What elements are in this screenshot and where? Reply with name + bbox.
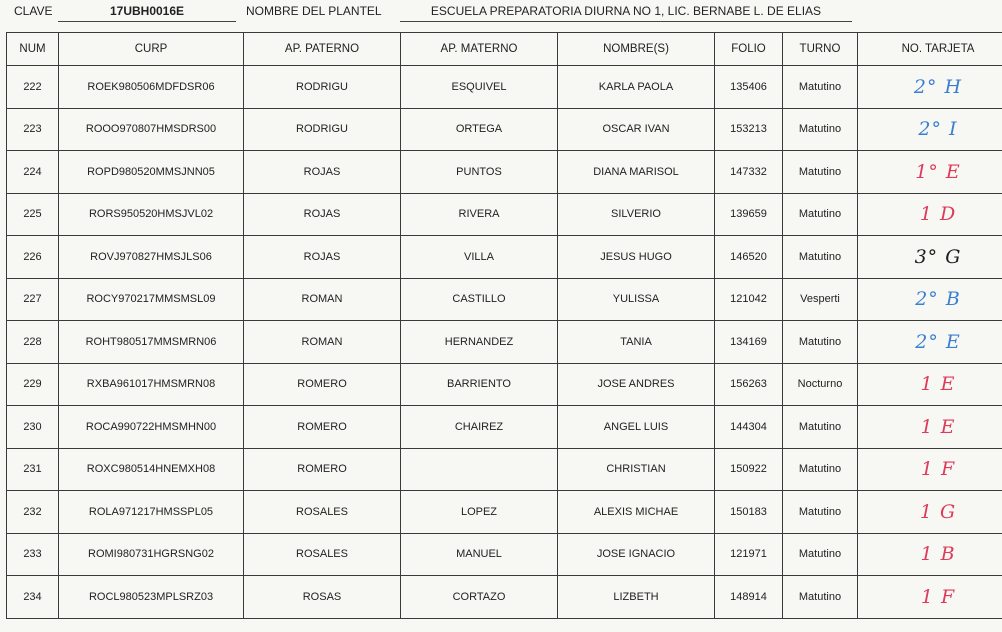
cell-tarjeta: 1 B <box>858 533 1002 576</box>
table-body <box>7 66 1002 619</box>
cell-num: 232 <box>7 491 59 534</box>
cell-materno: LOPEZ <box>401 491 558 534</box>
cell-tarjeta: 1 G <box>858 491 1002 534</box>
col-header-folio: FOLIO <box>715 33 783 66</box>
table-row <box>7 576 1002 619</box>
cell-materno: CORTAZO <box>401 576 558 619</box>
table-row <box>7 151 1002 194</box>
cell-folio: 121042 <box>715 278 783 321</box>
table-row <box>7 193 1002 236</box>
cell-nombre: OSCAR IVAN <box>558 108 715 151</box>
cell-folio: 139659 <box>715 193 783 236</box>
cell-paterno: ROMERO <box>244 363 401 406</box>
cell-materno: CASTILLO <box>401 278 558 321</box>
cell-folio: 150922 <box>715 448 783 491</box>
cell-materno: HERNANDEZ <box>401 321 558 364</box>
cell-nombre: JESUS HUGO <box>558 236 715 279</box>
cell-folio: 156263 <box>715 363 783 406</box>
cell-folio: 135406 <box>715 66 783 109</box>
cell-folio: 134169 <box>715 321 783 364</box>
cell-curp: ROMI980731HGRSNG02 <box>59 533 244 576</box>
col-header-nombre: NOMBRE(S) <box>558 33 715 66</box>
cell-folio: 147332 <box>715 151 783 194</box>
col-header-num: NUM <box>7 33 59 66</box>
cell-nombre: CHRISTIAN <box>558 448 715 491</box>
cell-paterno: ROMERO <box>244 406 401 449</box>
plantel-label: NOMBRE DEL PLANTEL <box>246 4 382 18</box>
cell-nombre: JOSE IGNACIO <box>558 533 715 576</box>
cell-nombre: KARLA PAOLA <box>558 66 715 109</box>
cell-turno: Matutino <box>783 576 858 619</box>
cell-materno <box>401 448 558 491</box>
cell-paterno: RODRIGU <box>244 66 401 109</box>
table-row <box>7 236 1002 279</box>
document-header <box>0 0 1002 26</box>
cell-paterno: ROSALES <box>244 533 401 576</box>
clave-value: 17UBH0016E <box>58 4 236 22</box>
cell-curp: ROLA971217HMSSPL05 <box>59 491 244 534</box>
cell-num: 234 <box>7 576 59 619</box>
cell-materno: MANUEL <box>401 533 558 576</box>
cell-tarjeta: 3° G <box>858 236 1002 279</box>
cell-num: 224 <box>7 151 59 194</box>
cell-nombre: JOSE ANDRES <box>558 363 715 406</box>
cell-num: 222 <box>7 66 59 109</box>
cell-turno: Matutino <box>783 108 858 151</box>
cell-tarjeta: 1 F <box>858 576 1002 619</box>
table-row <box>7 533 1002 576</box>
cell-num: 228 <box>7 321 59 364</box>
cell-nombre: TANIA <box>558 321 715 364</box>
cell-curp: RXBA961017HMSMRN08 <box>59 363 244 406</box>
cell-paterno: ROSALES <box>244 491 401 534</box>
cell-turno: Matutino <box>783 491 858 534</box>
student-table <box>6 32 1002 619</box>
cell-curp: ROCL980523MPLSRZ03 <box>59 576 244 619</box>
cell-materno: VILLA <box>401 236 558 279</box>
plantel-value: ESCUELA PREPARATORIA DIURNA NO 1, LIC. BERNABE L. DE ELIAS <box>400 4 852 22</box>
cell-nombre: DIANA MARISOL <box>558 151 715 194</box>
cell-nombre: SILVERIO <box>558 193 715 236</box>
cell-folio: 150183 <box>715 491 783 534</box>
table-row <box>7 66 1002 109</box>
cell-curp: ROCY970217MMSMSL09 <box>59 278 244 321</box>
cell-materno: CHAIREZ <box>401 406 558 449</box>
cell-nombre: ALEXIS MICHAE <box>558 491 715 534</box>
cell-folio: 144304 <box>715 406 783 449</box>
cell-materno: PUNTOS <box>401 151 558 194</box>
cell-nombre: ANGEL LUIS <box>558 406 715 449</box>
cell-paterno: ROJAS <box>244 193 401 236</box>
cell-materno: ESQUIVEL <box>401 66 558 109</box>
cell-materno: ORTEGA <box>401 108 558 151</box>
cell-tarjeta: 1 D <box>858 193 1002 236</box>
cell-turno: Vesperti <box>783 278 858 321</box>
cell-folio: 146520 <box>715 236 783 279</box>
table-row <box>7 448 1002 491</box>
cell-paterno: RODRIGU <box>244 108 401 151</box>
table-row <box>7 321 1002 364</box>
cell-paterno: ROMERO <box>244 448 401 491</box>
table-row <box>7 108 1002 151</box>
cell-turno: Matutino <box>783 151 858 194</box>
table-row <box>7 491 1002 534</box>
col-header-tarjeta: NO. TARJETA <box>858 33 1002 66</box>
cell-turno: Nocturno <box>783 363 858 406</box>
cell-folio: 121971 <box>715 533 783 576</box>
cell-tarjeta: 1 F <box>858 448 1002 491</box>
col-header-turno: TURNO <box>783 33 858 66</box>
cell-turno: Matutino <box>783 448 858 491</box>
cell-num: 227 <box>7 278 59 321</box>
clave-label: CLAVE <box>14 4 53 18</box>
cell-curp: RORS950520HMSJVL02 <box>59 193 244 236</box>
table-row <box>7 406 1002 449</box>
cell-curp: ROVJ970827HMSJLS06 <box>59 236 244 279</box>
cell-curp: ROEK980506MDFDSR06 <box>59 66 244 109</box>
cell-turno: Matutino <box>783 321 858 364</box>
cell-curp: ROPD980520MMSJNN05 <box>59 151 244 194</box>
cell-curp: ROOO970807HMSDRS00 <box>59 108 244 151</box>
col-header-curp: CURP <box>59 33 244 66</box>
cell-num: 229 <box>7 363 59 406</box>
cell-num: 226 <box>7 236 59 279</box>
cell-folio: 153213 <box>715 108 783 151</box>
col-header-paterno: AP. PATERNO <box>244 33 401 66</box>
cell-turno: Matutino <box>783 406 858 449</box>
cell-tarjeta: 1 E <box>858 406 1002 449</box>
cell-num: 233 <box>7 533 59 576</box>
cell-paterno: ROMAN <box>244 321 401 364</box>
table-row <box>7 363 1002 406</box>
cell-tarjeta: 2° H <box>858 66 1002 109</box>
cell-paterno: ROJAS <box>244 236 401 279</box>
cell-nombre: LIZBETH <box>558 576 715 619</box>
cell-tarjeta: 2° I <box>858 108 1002 151</box>
cell-curp: ROHT980517MMSMRN06 <box>59 321 244 364</box>
cell-curp: ROXC980514HNEMXH08 <box>59 448 244 491</box>
cell-tarjeta: 2° B <box>858 278 1002 321</box>
cell-num: 225 <box>7 193 59 236</box>
cell-materno: BARRIENTO <box>401 363 558 406</box>
cell-tarjeta: 1° E <box>858 151 1002 194</box>
cell-nombre: YULISSA <box>558 278 715 321</box>
cell-turno: Matutino <box>783 66 858 109</box>
cell-turno: Matutino <box>783 236 858 279</box>
cell-num: 231 <box>7 448 59 491</box>
cell-paterno: ROJAS <box>244 151 401 194</box>
col-header-materno: AP. MATERNO <box>401 33 558 66</box>
table-row <box>7 278 1002 321</box>
cell-tarjeta: 2° E <box>858 321 1002 364</box>
cell-materno: RIVERA <box>401 193 558 236</box>
cell-num: 230 <box>7 406 59 449</box>
cell-curp: ROCA990722HMSMHN00 <box>59 406 244 449</box>
cell-turno: Matutino <box>783 193 858 236</box>
cell-paterno: ROMAN <box>244 278 401 321</box>
cell-turno: Matutino <box>783 533 858 576</box>
cell-tarjeta: 1 E <box>858 363 1002 406</box>
cell-folio: 148914 <box>715 576 783 619</box>
table-header-row <box>7 33 1002 66</box>
cell-paterno: ROSAS <box>244 576 401 619</box>
cell-num: 223 <box>7 108 59 151</box>
